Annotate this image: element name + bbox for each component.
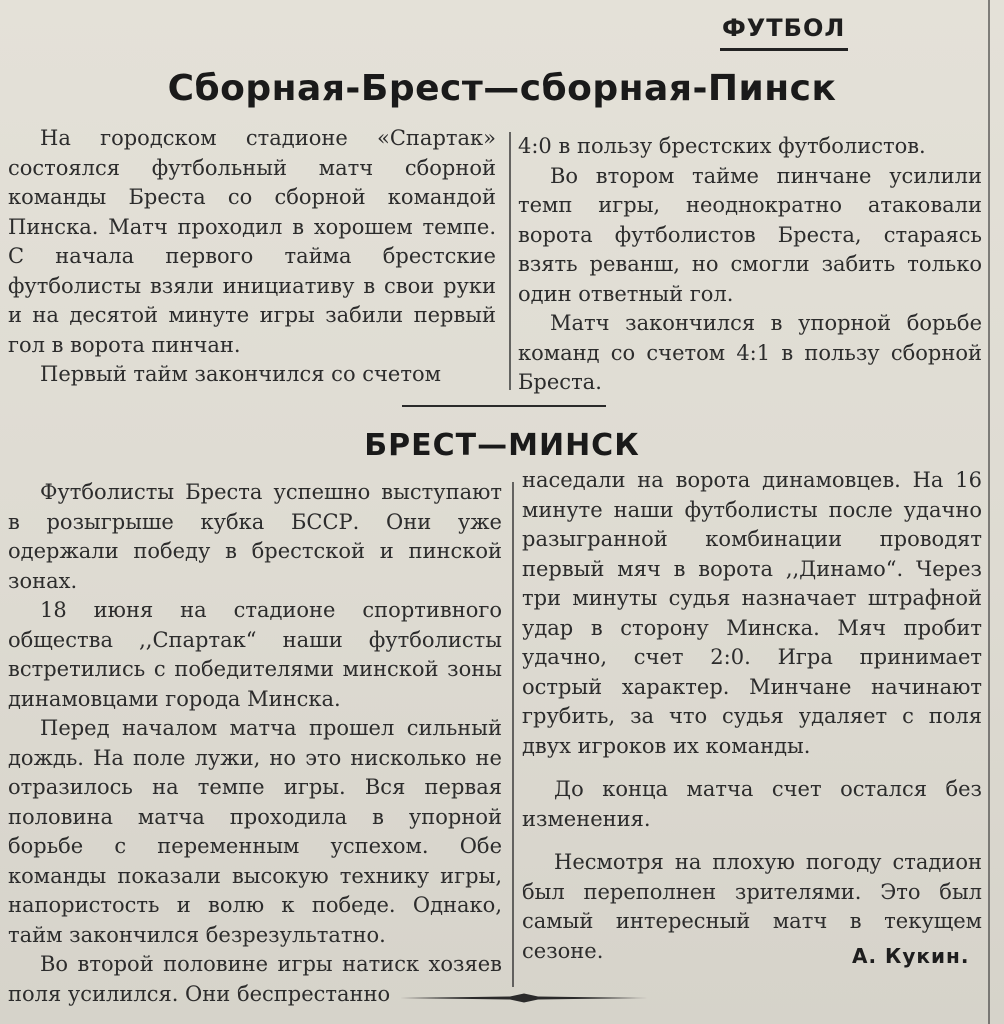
article2-col1-paragraph: Во второй половине игры натиск хозяев поля усилился. Они беспрестанно xyxy=(8,952,502,1006)
article2-column-1 xyxy=(8,478,502,1009)
article2-col1-paragraph: Футболисты Бреста успешно выступают в розыгрыше кубка БССР. Они уже одержали победу в брестской и пинской зонах. xyxy=(8,480,502,593)
article2-col2-paragraph: Несмотря на плохую погоду стадион был переполнен зрителями. Это был самый интересный матч в текущем сезоне. xyxy=(522,850,982,963)
article1-col2-paragraph: 4:0 в пользу брестских футболистов. xyxy=(518,134,926,158)
article2-col2-paragraph: До конца матча счет остался без изменения. xyxy=(522,777,982,831)
article1-col1-paragraph: На городском стадионе «Спартак» состоялся футбольный матч сборной команды Бреста со сборной командой Пинска. Матч проходил в хорошем темпе. С начала первого тайма брестские футболисты взяли инициативу в свои руки и на десятой минуте игры забили первый гол в ворота пинчан. xyxy=(8,126,496,357)
article2-col1-paragraph: 18 июня на стадионе спортивного общества ,,Спартак“ наши футболисты встретились с победителями минской зоны динамовцами города Минска. xyxy=(8,598,502,711)
article1-col2-paragraph: Во втором тайме пинчане усилили темп игры, неоднократно атаковали ворота футболистов Бреста, стараясь взять реванш, но смогли забить только один ответный гол. xyxy=(518,163,982,306)
page-edge-rule xyxy=(988,0,990,1024)
section-underline xyxy=(720,48,848,51)
article1-column-rule xyxy=(509,132,511,390)
end-ornament xyxy=(400,993,648,1003)
article2-column-2 xyxy=(522,466,982,966)
article2-col1-paragraph: Перед началом матча прошел сильный дождь. На поле лужи, но это нисколько не отразилось на темпе игры. Вся первая половина матча проходила в упорной борьбе с переменным успехом. Обе команды показали высокую технику игры, напористость и волю к победе. Однако, тайм закончился безрезультатно. xyxy=(8,716,502,947)
section-label: ФУТБОЛ xyxy=(722,14,846,42)
article2-column-rule xyxy=(512,482,514,987)
author-signature: А. Кукин. xyxy=(852,944,970,968)
article1-col2-paragraph: Матч закончился в упорной борьбе команд со счетом 4:1 в пользу сборной Бреста. xyxy=(518,311,982,394)
article2-title: БРЕСТ—МИНСК xyxy=(364,428,640,463)
article1-column-1 xyxy=(8,124,496,390)
article2-col2-paragraph: наседали на ворота динамовцев. На 16 минуте наши футболисты после удачно разыгранной комбинации проводят первый мяч в ворота ,,Динамо“. Через три минуты судья назначает штрафной удар в сторону Минска. Мяч пробит удачно, счет 2:0. Игра принимает острый характер. Минчане начинают грубить, за что судья удаляет с поля двух игроков их команды. xyxy=(522,468,982,758)
article1-title: Сборная-Брест—сборная-Пинск xyxy=(167,68,837,109)
article1-col1-paragraph: Первый тайм закончился со счетом xyxy=(40,362,441,386)
article-divider xyxy=(402,405,606,407)
article1-column-2 xyxy=(518,132,982,398)
